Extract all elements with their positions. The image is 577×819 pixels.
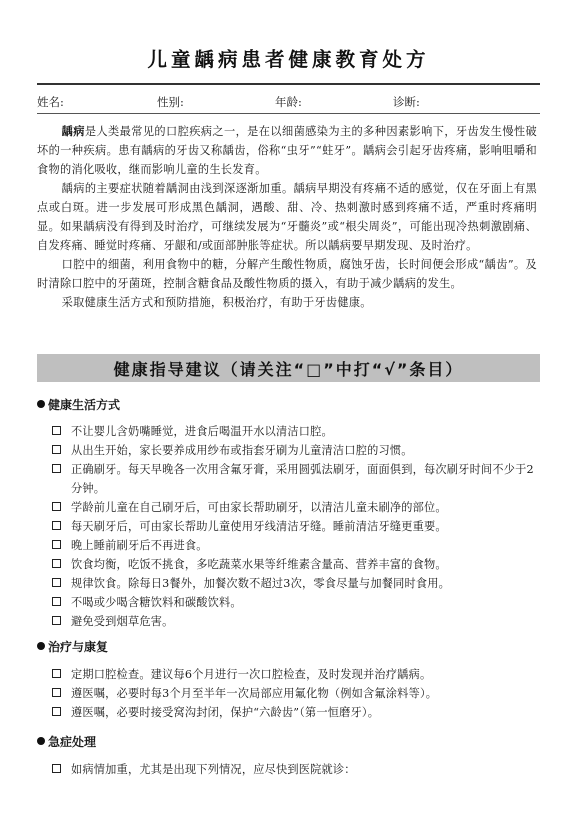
checkbox[interactable] xyxy=(52,707,61,716)
section-heading-emergency: 急症处理 xyxy=(37,733,96,750)
list-item: 遵医嘱，必要时每3个月至半年一次局部应用氟化物（例如含氟涂料等）。 xyxy=(52,684,540,703)
gender-label: 性别: xyxy=(157,95,184,109)
checkbox[interactable] xyxy=(52,597,61,606)
list-item: 避免受到烟草危害。 xyxy=(52,612,540,631)
bullet-icon xyxy=(37,737,45,745)
intro-paragraph-1-text: 是人类最常见的口腔疾病之一，是在以细菌感染为主的多种因素影响下，牙齿发生慢性破坏的一种疾病。患有龋病的牙齿又称龋齿，俗称“虫牙”“蛀牙”。龋病会引起牙齿疼痛，影响咀嚼和食物的消化吸收，继而影响儿童的生长发育。 xyxy=(37,125,537,176)
intro-text xyxy=(37,122,537,312)
checkbox[interactable] xyxy=(52,540,61,549)
treatment-list xyxy=(52,665,540,722)
list-item: 饮食均衡，吃饭不挑食，多吃蔬菜水果等纤维素含量高、营养丰富的食物。 xyxy=(52,555,540,574)
list-item: 不让婴儿含奶嘴睡觉，进食后喝温开水以清洁口腔。 xyxy=(52,422,540,441)
list-item: 从出生开始，家长要养成用纱布或指套牙刷为儿童清洁口腔的习惯。 xyxy=(52,441,540,460)
patient-info-row xyxy=(37,94,540,110)
diagnosis-label: 诊断: xyxy=(393,95,420,109)
title-divider xyxy=(37,83,540,85)
checkbox[interactable] xyxy=(52,521,61,530)
intro-paragraph-1 xyxy=(37,122,537,179)
name-label: 姓名: xyxy=(37,95,64,109)
section-heading-lifestyle: 健康生活方式 xyxy=(37,396,120,413)
checkbox[interactable] xyxy=(52,669,61,678)
checkbox[interactable] xyxy=(52,502,61,511)
checkbox[interactable] xyxy=(52,688,61,697)
bullet-icon xyxy=(37,400,45,408)
intro-paragraph-2: 龋病的主要症状随着龋洞由浅到深逐渐加重。龋病早期没有疼痛不适的感觉，仅在牙面上有黑点或白斑。进一步发展可形成黑色龋洞，遇酸、甜、冷、热刺激时感到疼痛不适，严重时疼痛明显。如果龋病没有得到及时治疗，可继续发展为“牙髓炎”或“根尖周炎”，可能出现冷热刺激剧痛、自发疼痛、睡觉时疼痛、牙龈和/或面部肿胀等症状。所以龋病要早期发现、及时治疗。 xyxy=(37,182,537,252)
checkbox[interactable] xyxy=(52,445,61,454)
checkbox[interactable] xyxy=(52,616,61,625)
list-item: 学龄前儿童在自己刷牙后，可由家长帮助刷牙，以清洁儿童未刷净的部位。 xyxy=(52,498,540,517)
checkbox[interactable] xyxy=(52,764,61,773)
lifestyle-list xyxy=(52,422,540,631)
guidance-banner: 健康指导建议（请关注“□”中打“√”条目） xyxy=(37,354,540,382)
age-label: 年龄: xyxy=(275,95,302,109)
checkbox[interactable] xyxy=(52,559,61,568)
emergency-list xyxy=(52,760,540,779)
intro-paragraph-3: 口腔中的细菌，利用食物中的糖，分解产生酸性物质，腐蚀牙齿，长时间便会形成“龋齿”。及时清除口腔中的牙菌斑，控制含糖食品及酸性物质的摄入，有助于减少龋病的发生。 xyxy=(37,258,537,290)
section-heading-treatment: 治疗与康复 xyxy=(37,638,108,655)
list-item: 遵医嘱，必要时接受窝沟封闭，保护“六龄齿”（第一恒磨牙）。 xyxy=(52,703,540,722)
list-item: 每天刷牙后，可由家长帮助儿童使用牙线清洁牙缝。睡前清洁牙缝更重要。 xyxy=(52,517,540,536)
intro-term: 龋病 xyxy=(61,124,85,138)
intro-paragraph-4: 采取健康生活方式和预防措施，积极治疗，有助于牙齿健康。 xyxy=(61,296,372,309)
checkbox[interactable] xyxy=(52,464,61,473)
bullet-icon xyxy=(37,642,45,650)
checkbox[interactable] xyxy=(52,578,61,587)
checkbox[interactable] xyxy=(52,426,61,435)
list-item: 不喝或少喝含糖饮料和碳酸饮料。 xyxy=(52,593,540,612)
list-item: 如病情加重，尤其是出现下列情况，应尽快到医院就诊： xyxy=(52,760,540,779)
patient-info-divider xyxy=(37,113,540,114)
page-title: 儿童龋病患者健康教育处方 xyxy=(147,48,430,71)
list-item: 定期口腔检查。建议每6个月进行一次口腔检查，及时发现并治疗龋病。 xyxy=(52,665,540,684)
list-item: 正确刷牙。每天早晚各一次用含氟牙膏，采用圆弧法刷牙，面面俱到，每次刷牙时间不少于2分钟。 xyxy=(52,460,540,498)
list-item: 晚上睡前刷牙后不再进食。 xyxy=(52,536,540,555)
list-item: 规律饮食。除每日3餐外，加餐次数不超过3次，零食尽量与加餐同时食用。 xyxy=(52,574,540,593)
